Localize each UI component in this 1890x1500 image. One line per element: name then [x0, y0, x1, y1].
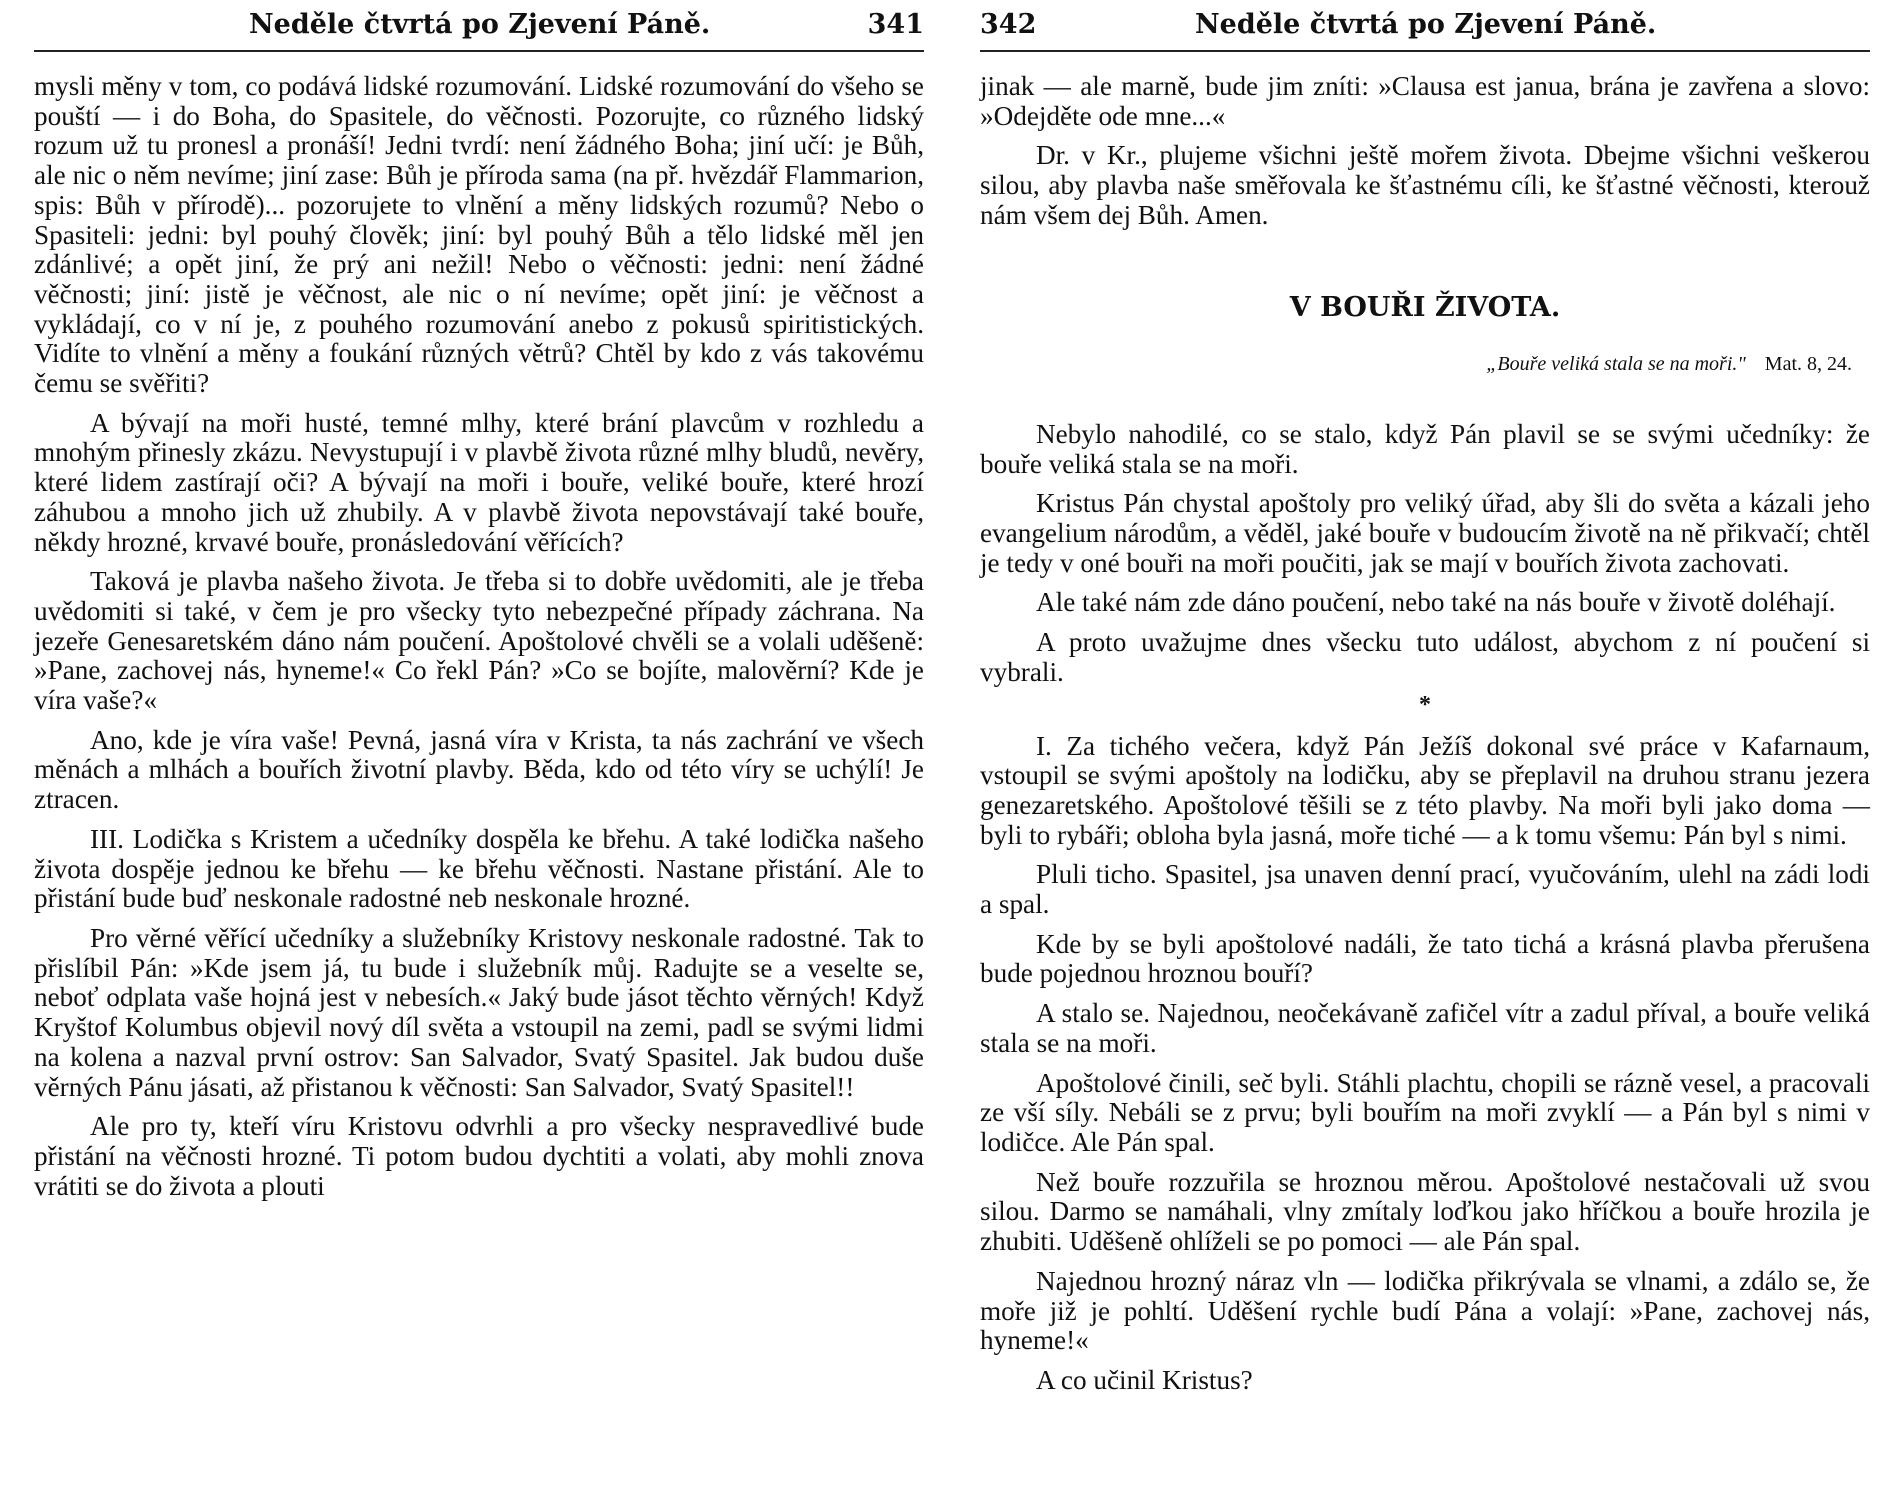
paragraph: Najednou hrozný náraz vln — lodička přikrývala se vlnami, a zdálo se, že moře již je pohltí. Uděšení rychle budí Pána a volají: »Pane, zachovej nás, hyneme!« — [980, 1265, 1870, 1356]
paragraph: III. Lodička s Kristem a učedníky dospěla ke břehu. A také lodička našeho života dospěje jednou ke břehu — ke břehu věčnosti. Nastane přistání. Ale to přistání bude buď neskonale radostné neb neskonale hrozné. — [34, 823, 924, 914]
section-separator: * — [1419, 691, 1431, 718]
paragraph: A stalo se. Najednou, neočekávaně zafičel vítr a zadul příval, a bouře veliká stala se na moři. — [980, 998, 1870, 1058]
motto-reference: Mat. 8, 24. — [1764, 353, 1852, 376]
paragraph: Ano, kde je víra vaše! Pevná, jasná víra v Krista, ta nás zachrání ve všech měnách a mlhách a bouřích životní plavby. Běda, kdo od této víry se uchýlí! Je ztracen. — [34, 724, 924, 815]
paragraph: A co učinil Kristus? — [1036, 1364, 1253, 1395]
paragraph: mysli měny v tom, co podává lidské rozumování. Lidské rozumování do všeho se pouští — i do Boha, do Spasitele, do věčnosti. Pozorujte, co různého lidský rozum už tu pronesl a pronáší! Jedni tvrdí: není žádného Boha; jiní učí: je Bůh, ale nic o něm nevíme; jiní zase: Bůh je příroda sama (na př. hvězdář Flammarion, spis: Bůh v přírodě)... pozorujete to vlnění a měny lidských rozumů? Nebo o Spasiteli: jedni: byl pouhý člověk; jiní: byl pouhý Bůh a tělo lidské měl jen zdánlivé; a opět jiní, že prý ani nežil! Nebo o věčnosti: jedni: není žádné věčnosti; jiní: jistě je věčnost, ale nic o ní nevíme; opět jiní: je věčnost a vykládají, co v ní je, z pouhého rozumování anebo z pokusů spiritistických. Vidíte to vlnění a měny a foukání různých větrů? Chtěl by kdo z vás takovému čemu se svěřiti? — [34, 71, 924, 399]
paragraph: jinak — ale marně, bude jim zníti: »Clausa est janua, brána je zavřena a slovo: »Odejděte ode mne...« — [980, 71, 1870, 131]
right-page — [980, 0, 1870, 1500]
paragraph: A proto uvažujme dnes všecku tuto událost, abychom z ní poučení si vybrali. — [980, 627, 1870, 687]
running-head-left — [34, 0, 924, 52]
paragraph: Apoštolové činili, seč byli. Stáhli plachtu, chopili se rázně vesel, a pracovali ze vší síly. Nebáli se z prvu; byli bouřím na moři zvyklí — a Pán byl s nimi v lodičce. Ale Pán spal. — [980, 1067, 1870, 1157]
motto-quote: „Bouře veliká stala se na moři." — [1486, 353, 1746, 376]
left-page — [34, 0, 924, 1500]
header-title: Neděle čtvrtá po Zjevení Páně. — [249, 9, 711, 40]
paragraph: Nebylo nahodilé, co se stalo, když Pán plavil se se svými učedníky: že bouře veliká stala se na moři. — [980, 418, 1870, 479]
body-text-left — [34, 72, 924, 1201]
paragraph: Ale také nám zde dáno poučení, nebo také na nás bouře v životě doléhají. — [1036, 587, 1836, 618]
paragraph: Ale pro ty, kteří víru Kristovu odvrhli a pro všecky nespravedlivé bude přistání na věčnosti hrozné. Ti potom budou dychtiti a volati, aby mohli znova vrátiti se do života a plouti — [34, 1111, 924, 1201]
paragraph: Kde by se byli apoštolové nadáli, že tato tichá a krásná plavba přerušena bude pojednou hroznou bouří? — [980, 928, 1870, 989]
motto — [980, 350, 1852, 380]
paragraph: I. Za tichého večera, když Pán Ježíš dokonal své práce v Kafarnaum, vstoupil se svými apoštoly na lodičku, aby se přeplavil na druhou stranu jezera genezaretského. Apoštolové těšili se z této plavby. Na moři byli jako doma — byli to rybáři; obloha byla jasná, moře tiché — a k tomu všemu: Pán byl s nimi. — [980, 730, 1870, 850]
paragraph: Taková je plavba našeho života. Je třeba si to dobře uvědomiti, ale je třeba uvědomiti si také, v čem je pro všecky tyto nebezpečné případy záchrana. Na jezeře Genesaretském dáno nám poučení. Apoštolové chvěli se a volali uděšeně: »Pane, zachovej nás, hyneme!« Co řekl Pán? »Co se bojíte, malověrní? Kde je víra vaše?« — [34, 566, 924, 716]
paragraph: Než bouře rozzuřila se hroznou měrou. Apoštolové nestačovali už svou silou. Darmo se namáhali, vlny zmítaly loďkou jako hříčkou a bouře hrozila je zhubiti. Uděšeně ohlíželi se po pomoci — ale Pán spal. — [980, 1166, 1870, 1257]
page-number: 341 — [867, 9, 924, 40]
body-text-right — [980, 72, 1870, 1396]
page-number: 342 — [980, 9, 1037, 40]
header-title: Neděle čtvrtá po Zjevení Páně. — [1195, 9, 1657, 40]
paragraph: Kristus Pán chystal apoštoly pro veliký úřad, aby šli do světa a kázali jeho evangelium národům, a věděl, jaké bouře v budoucím životě na ně přikvačí; chtěl je tedy v oné bouři na moři poučiti, jak se mají v bouřích života zachovati. — [980, 488, 1870, 578]
paragraph: Pluli ticho. Spasitel, jsa unaven denní prací, vyučováním, ulehl na zádi lodi a spal. — [980, 859, 1870, 920]
section-title: V BOUŘI ŽIVOTA. — [1289, 291, 1561, 323]
paragraph: Pro věrné věřící učedníky a služebníky Kristovy neskonale radostné. Tak to přislíbil Pán: »Kde jsem já, tu bude i služebník můj. Radujte se a veselte se, neboť odplata vaše hojná jest v nebesích.« Jaký bude jásot těchto věrných! Když Kryštof Kolumbus objevil nový díl světa a vstoupil na zemi, padl se svými lidmi na kolena a nazval první ostrov: San Salvador, Svatý Spasitel. Jak budou duše věrných Pánu jásati, až přistanou k věčnosti: San Salvador, Svatý Spasitel!! — [34, 922, 924, 1102]
running-head-right — [980, 0, 1870, 52]
paragraph: Dr. v Kr., plujeme všichni ještě mořem života. Dbejme všichni veškerou silou, aby plavba naše směřovala ke šťastnému cíli, ke šťastné věčnosti, kterouž nám všem dej Bůh. Amen. — [980, 140, 1870, 230]
paragraph: A bývají na moři husté, temné mlhy, které brání plavcům v rozhledu a mnohým přinesly zkázu. Nevystupují i v plavbě života různé mlhy bludů, nevěry, které lidem zastírají oči? A bývají na moři i bouře, veliké bouře, které hrozí záhubou a mnoho jich už zhubily. A v plavbě života nepovstávají také bouře, někdy hrozné, krvavé bouře, pronásledování věřících? — [34, 407, 924, 557]
